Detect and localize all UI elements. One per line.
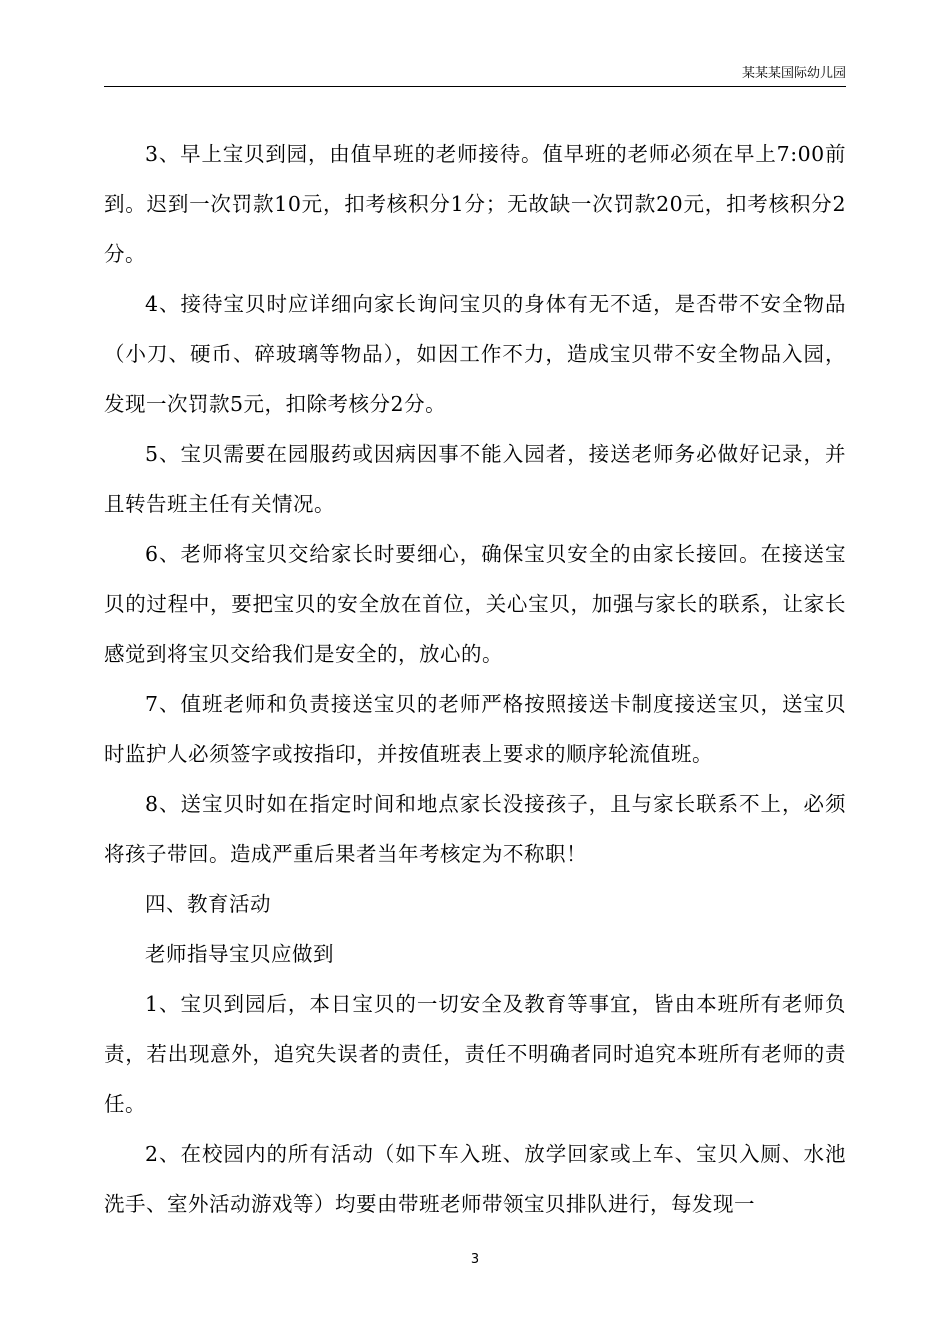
header-title: 某某某国际幼儿园 xyxy=(741,66,846,81)
paragraph-rule-6: 6、老师将宝贝交给家长时要细心，确保宝贝安全的由家长接回。在接送宝贝的过程中，要把宝贝的安全放在首位，关心宝贝，加强与家长的联系，让家长感觉到将宝贝交给我们是安全的，放心的。 xyxy=(104,542,846,666)
document-body xyxy=(104,129,846,1229)
paragraph-rule-5: 5、宝贝需要在园服药或因病因事不能入园者，接送老师务必做好记录，并且转告班主任有关情况。 xyxy=(104,442,846,516)
header-divider xyxy=(104,86,846,87)
section-heading: 四、教育活动 xyxy=(145,892,271,916)
paragraph-rule-7: 7、值班老师和负责接送宝贝的老师严格按照接送卡制度接送宝贝，送宝贝时监护人必须签字或按指印，并按值班表上要求的顺序轮流值班。 xyxy=(104,692,846,766)
section-subheading: 老师指导宝贝应做到 xyxy=(145,942,334,966)
paragraph-rule-4: 4、接待宝贝时应详细向家长询问宝贝的身体有无不适，是否带不安全物品（小刀、硬币、碎玻璃等物品），如因工作不力，造成宝贝带不安全物品入园，发现一次罚款5元，扣除考核分2分。 xyxy=(104,292,846,416)
paragraph-activity-1: 1、宝贝到园后，本日宝贝的一切安全及教育等事宜，皆由本班所有老师负责，若出现意外，追究失误者的责任，责任不明确者同时追究本班所有老师的责任。 xyxy=(104,992,846,1116)
paragraph-rule-3: 3、早上宝贝到园，由值早班的老师接待。值早班的老师必须在早上7:00前到。迟到一次罚款10元，扣考核积分1分；无故缺一次罚款20元，扣考核积分2分。 xyxy=(104,142,846,266)
paragraph-activity-2: 2、在校园内的所有活动（如下车入班、放学回家或上车、宝贝入厕、水池洗手、室外活动游戏等）均要由带班老师带领宝贝排队进行，每发现一 xyxy=(104,1142,846,1216)
paragraph-rule-8: 8、送宝贝时如在指定时间和地点家长没接孩子，且与家长联系不上，必须将孩子带回。造成严重后果者当年考核定为不称职！ xyxy=(104,792,846,866)
page-number: 3 xyxy=(470,1252,480,1267)
